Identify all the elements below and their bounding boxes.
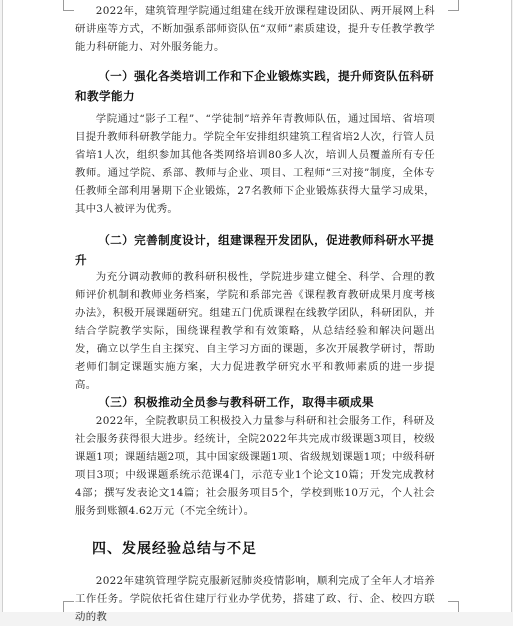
training-paragraph: 学院通过“影子工程”、“学徒制”培养年青教师队伍，通过国培、省培项目提升教师科研教学能力。学院全年安排组织建筑工程省培2人次，行管人员省培1人次，组织参加其他各类网络培训80多人次，培训人员覆盖所有专任教师。通过学院、系部、教师与企业、项目、工程师“三对接”制度，全体专任教师全部利用暑期下企业锻炼，27名教师下企业锻炼获得大量学习成果，其中3人被评为优秀。 [75,113,435,215]
subheading-research-results: （三）积极推动全员参与教科研工作，取得丰硕成果 [98,395,375,409]
summary-paragraph: 2022年建筑管理学院克服新冠肺炎疫情影响，顺利完成了全年人才培养工作任务。学院依托省住建厅行业办学优势，搭建了政、行、企、校四方联动的教 [75,575,435,623]
top-right-margin-mark [448,0,459,11]
bottom-right-margin-mark [448,601,459,612]
bottom-left-margin-mark [63,601,74,612]
intro-paragraph: 2022年，建筑管理学院通过组建在线开放课程建设团队、两开展网上科研讲座等方式，不断加强系部师资队伍“双师”素质建设，提升专任教学教学能力科研能力、对外服务能力。 [75,5,435,53]
system-design-paragraph: 为充分调动教师的教科研积极性，学院进步建立健全、科学、合理的教师评价机制和教师业务档案，学院和系部完善《课程教育教研成果月度考核办法》，积极开展课题研究。组建五门优质课程在线教学团队，科研团队，并结合学院教学实际，围绕课程教学和有效策略，从总结经验和解决问题出发，确立以学生自主探究、自主学习方面的课题，多次开展教学研讨，帮助老师们制定课题实施方案，大力促进教学研究水平和教师素质的进一步提高。 [75,271,435,391]
section-heading-summary: 四、发展经验总结与不足 [92,541,257,557]
subheading-training: （一）强化各类培训工作和下企业锻炼实践，提升师资队伍科研和教学能力 [75,69,435,103]
subheading-system-design: （二）完善制度设计，组建课程开发团队，促进教师科研水平提升 [75,233,435,267]
top-left-margin-mark [63,0,74,11]
research-results-paragraph: 2022年，全院教职员工积极投入力量参与科研和社会服务工作，科研及社会服务获得很大进步。经统计，全院2022年共完成市级课题3项目，校级课题1项；课题结题2项，其中国家级课题1项、省级规划课题1项；中级科研项目3项；中级课题系统示范课4门，示范专业1个论文10篇；开发完成教材4部；撰写发表论文14篇；社会服务项目5个，学校到账10万元，个人社会服务到账额4.62万元（不完全统计）。 [75,415,435,517]
